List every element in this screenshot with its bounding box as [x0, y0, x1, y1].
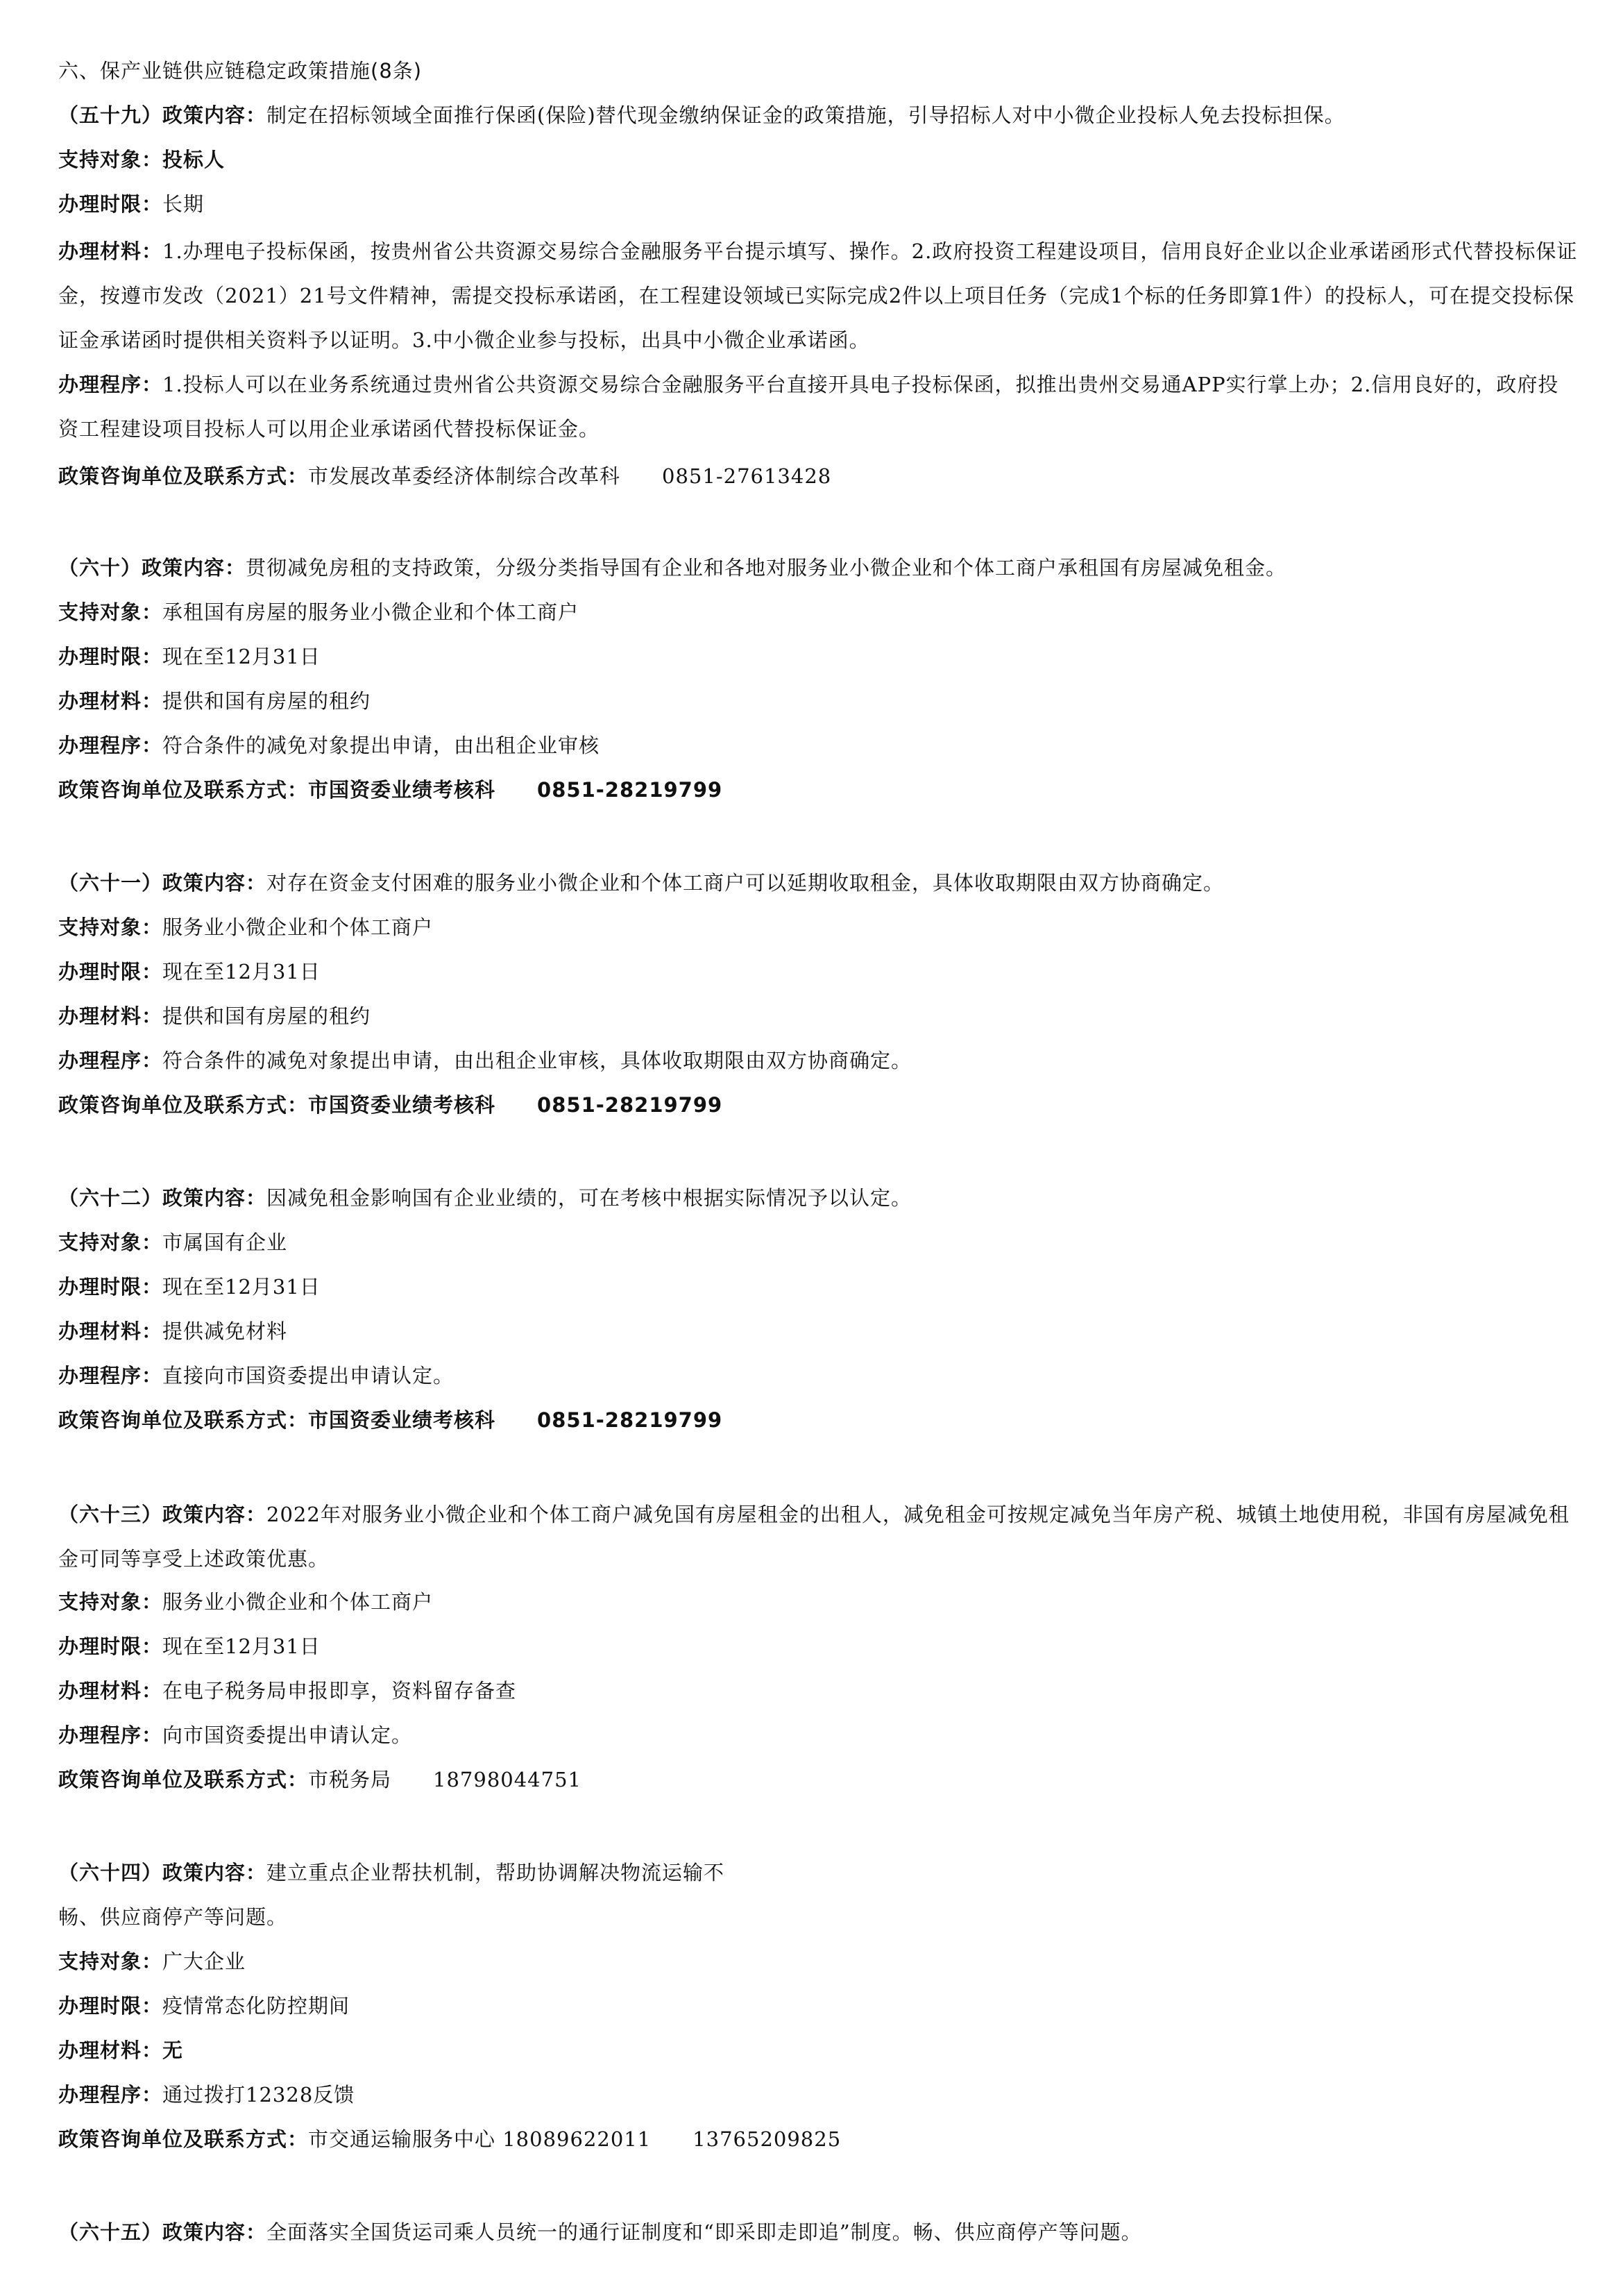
target-label: 支持对象：	[58, 148, 163, 171]
item-number: （六十五）	[58, 2220, 163, 2244]
policy-content-64	[58, 1857, 1571, 1888]
procedure-59	[58, 362, 1578, 451]
procedure-60	[58, 730, 1571, 761]
contact-unit: 市交通运输服务中心 18089622011	[308, 2127, 652, 2151]
period-61	[58, 956, 1571, 987]
policy-content-63	[58, 1492, 1578, 1581]
policy-content-64-cont	[58, 1902, 1571, 1932]
procedure-text: 直接向市国资委提出申请认定。	[162, 1364, 454, 1387]
support-target-63	[58, 1587, 1571, 1617]
period-label: 办理时限：	[58, 1275, 163, 1299]
contact-label: 政策咨询单位及联系方式：	[58, 778, 309, 802]
support-target-61	[58, 912, 1571, 943]
support-target-64	[58, 1946, 1571, 1977]
procedure-label: 办理程序：	[58, 1723, 163, 1747]
materials-text: 无	[162, 2038, 184, 2062]
materials-label: 办理材料：	[58, 1679, 163, 1703]
content-label: 政策内容：	[162, 2220, 267, 2244]
content-label: 政策内容：	[162, 103, 267, 127]
contact-phone: 0851-28219799	[537, 1408, 723, 1432]
target-text: 市属国有企业	[162, 1231, 288, 1254]
materials-text: 提供和国有房屋的租约	[162, 1004, 371, 1028]
procedure-text: 通过拨打12328反馈	[162, 2083, 355, 2107]
contact-unit: 市国资委业绩考核科	[308, 1093, 496, 1117]
content-label: 政策内容：	[162, 1861, 267, 1884]
procedure-text: 1.投标人可以在业务系统通过贵州省公共资源交易综合金融服务平台直接开具电子投标保函，拟推出贵州交易通APP实行掌上办；2.信用良好的，政府投资工程建设项目投标人可以用企业承诺函代替投标保证金。	[58, 373, 1559, 441]
support-target-62	[58, 1227, 1571, 1258]
contact-label: 政策咨询单位及联系方式：	[58, 2127, 309, 2151]
procedure-label: 办理程序：	[58, 1364, 163, 1387]
target-label: 支持对象：	[58, 1590, 163, 1614]
period-label: 办理时限：	[58, 645, 163, 668]
content-label: 政策内容：	[162, 871, 267, 895]
contact-label: 政策咨询单位及联系方式：	[58, 464, 309, 488]
procedure-label: 办理程序：	[58, 734, 163, 757]
period-64	[58, 1991, 1571, 2021]
procedure-61	[58, 1045, 1571, 1076]
contact-phone: 0851-28219799	[537, 778, 723, 802]
content-text-line2: 畅、供应商停产等问题。	[58, 1905, 288, 1929]
contact-phone: 0851-27613428	[662, 464, 832, 488]
contact-label: 政策咨询单位及联系方式：	[58, 1408, 309, 1432]
contact-unit: 市税务局	[308, 1768, 392, 1791]
target-label: 支持对象：	[58, 1231, 163, 1254]
contact-phone: 18798044751	[433, 1768, 581, 1791]
target-text: 承租国有房屋的服务业小微企业和个体工商户	[162, 600, 579, 624]
materials-text: 1.办理电子投标保函，按贵州省公共资源交易综合金融服务平台提示填写、操作。2.政府投资工程建设项目，信用良好企业以企业承诺函形式代替投标保证金，按遵市发改（2021）21号文件精神，需提交投标承诺函，在工程建设领域已实际完成2件以上项目任务（完成1个标的任务即算1件）的投标人，可在提交投标保证金承诺函时提供相关资料予以证明。3.中小微企业参与投标，出具中小微企业承诺函。	[58, 239, 1578, 352]
item-number: （六十一）	[58, 871, 163, 895]
period-59	[58, 189, 1571, 219]
target-label: 支持对象：	[58, 915, 163, 939]
period-63	[58, 1631, 1571, 1662]
period-text: 疫情常态化防控期间	[162, 1994, 350, 2018]
content-text: 制定在招标领域全面推行保函(保险)替代现金缴纳保证金的政策措施，引导招标人对中小微企业投标人免去投标担保。	[266, 103, 1345, 127]
contact-label: 政策咨询单位及联系方式：	[58, 1093, 309, 1117]
period-text: 现在至12月31日	[162, 960, 321, 984]
target-text: 服务业小微企业和个体工商户	[162, 915, 434, 939]
content-text: 贯彻减免房租的支持政策，分级分类指导国有企业和各地对服务业小微企业和个体工商户承租国有房屋减免租金。	[246, 556, 1287, 580]
procedure-63	[58, 1720, 1571, 1750]
item-number: （五十九）	[58, 103, 163, 127]
content-text: 对存在资金支付困难的服务业小微企业和个体工商户可以延期收取租金，具体收取期限由双方协商确定。	[266, 871, 1225, 895]
procedure-64	[58, 2079, 1571, 2110]
procedure-text: 符合条件的减免对象提出申请，由出租企业审核	[162, 734, 600, 757]
materials-text: 在电子税务局申报即享，资料留存备查	[162, 1679, 517, 1703]
period-label: 办理时限：	[58, 960, 163, 984]
target-text: 投标人	[162, 148, 226, 171]
materials-label: 办理材料：	[58, 689, 163, 713]
contact-61	[58, 1090, 1571, 1120]
content-text: 2022年对服务业小微企业和个体工商户减免国有房屋租金的出租人，减免租金可按规定减免当年房产税、城镇土地使用税，非国有房屋减免租金可同等享受上述政策优惠。	[58, 1503, 1570, 1571]
target-label: 支持对象：	[58, 600, 163, 624]
item-number: （六十二）	[58, 1186, 163, 1210]
materials-59	[58, 229, 1578, 362]
materials-label: 办理材料：	[58, 2038, 163, 2062]
materials-60	[58, 686, 1571, 716]
procedure-62	[58, 1360, 1571, 1391]
target-text: 广大企业	[162, 1950, 246, 1973]
materials-62	[58, 1316, 1571, 1347]
contact-unit: 市发展改革委经济体制综合改革科	[308, 464, 621, 488]
procedure-text: 向市国资委提出申请认定。	[162, 1723, 413, 1747]
period-text: 现在至12月31日	[162, 1275, 321, 1299]
materials-label: 办理材料：	[58, 1004, 163, 1028]
materials-61	[58, 1001, 1571, 1031]
period-62	[58, 1272, 1571, 1302]
contact-64	[58, 2124, 1571, 2154]
period-60	[58, 641, 1571, 672]
policy-content-60	[58, 552, 1571, 583]
procedure-label: 办理程序：	[58, 2083, 163, 2107]
policy-content-61	[58, 868, 1571, 898]
period-text: 长期	[162, 192, 205, 216]
policy-content-65	[58, 2217, 1571, 2247]
contact-unit: 市国资委业绩考核科	[308, 1408, 496, 1432]
procedure-text: 符合条件的减免对象提出申请，由出租企业审核，具体收取期限由双方协商确定。	[162, 1049, 912, 1072]
item-number: （六十）	[58, 556, 142, 580]
materials-label: 办理材料：	[58, 1319, 163, 1343]
materials-63	[58, 1675, 1571, 1706]
content-label: 政策内容：	[162, 1503, 267, 1526]
contact-unit: 市国资委业绩考核科	[308, 778, 496, 802]
materials-64	[58, 2035, 1571, 2066]
contact-60	[58, 775, 1571, 805]
section-title: 六、保产业链供应链稳定政策措施(8条)	[58, 59, 423, 83]
period-label: 办理时限：	[58, 1635, 163, 1658]
content-label: 政策内容：	[142, 556, 246, 580]
materials-label: 办理材料：	[58, 239, 163, 263]
contact-63	[58, 1764, 1571, 1795]
period-text: 现在至12月31日	[162, 645, 321, 668]
item-number: （六十三）	[58, 1503, 163, 1526]
content-text: 因减免租金影响国有企业业绩的，可在考核中根据实际情况予以认定。	[266, 1186, 912, 1210]
support-target-59	[58, 144, 1571, 175]
content-text: 全面落实全国货运司乘人员统一的通行证制度和“即采即走即追”制度。畅、供应商停产等问题。	[266, 2220, 1142, 2244]
procedure-label: 办理程序：	[58, 1049, 163, 1072]
contact-62	[58, 1405, 1571, 1435]
period-label: 办理时限：	[58, 1994, 163, 2018]
target-text: 服务业小微企业和个体工商户	[162, 1590, 434, 1614]
content-label: 政策内容：	[162, 1186, 267, 1210]
contact-label: 政策咨询单位及联系方式：	[58, 1768, 309, 1791]
procedure-label: 办理程序：	[58, 373, 163, 396]
contact-phone: 13765209825	[692, 2127, 842, 2151]
period-text: 现在至12月31日	[162, 1635, 321, 1658]
item-number: （六十四）	[58, 1861, 163, 1884]
contact-phone: 0851-28219799	[537, 1093, 723, 1117]
target-label: 支持对象：	[58, 1950, 163, 1973]
period-label: 办理时限：	[58, 192, 163, 216]
materials-text: 提供和国有房屋的租约	[162, 689, 371, 713]
contact-59	[58, 461, 1571, 491]
policy-content-59	[58, 100, 1571, 130]
policy-content-62	[58, 1183, 1571, 1213]
content-text-line1: 建立重点企业帮扶机制，帮助协调解决物流运输不	[266, 1861, 725, 1884]
materials-text: 提供减免材料	[162, 1319, 288, 1343]
support-target-60	[58, 597, 1571, 627]
